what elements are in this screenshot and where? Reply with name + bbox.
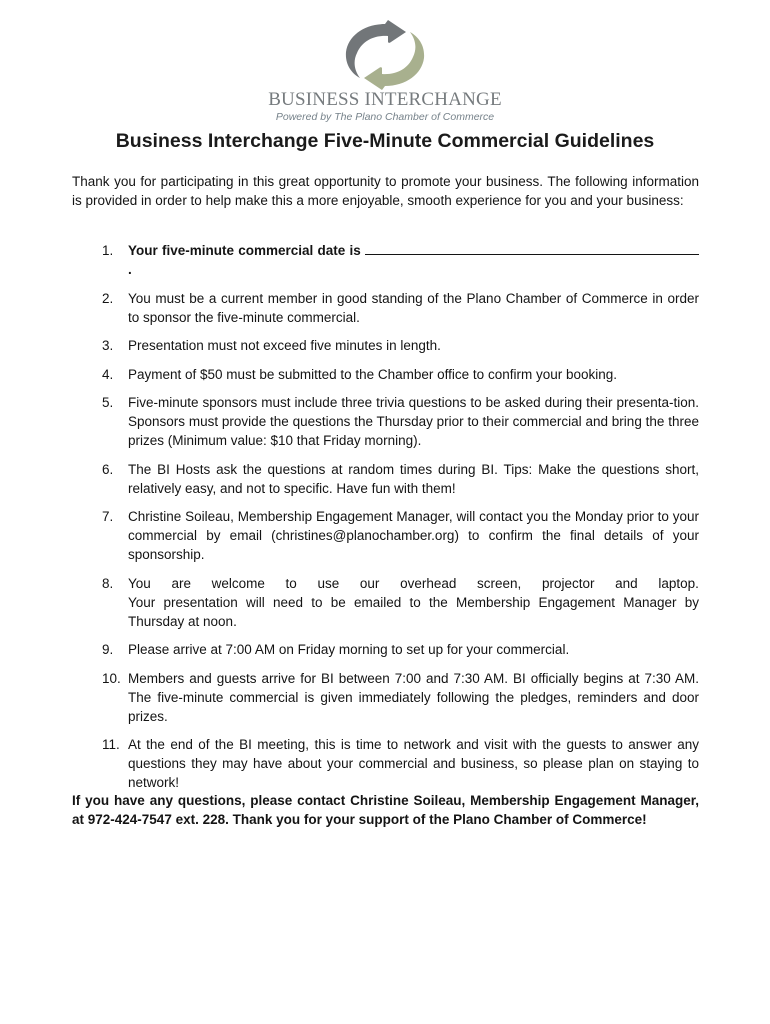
list-item-text: Payment of $50 must be submitted to the Chamber office to confirm your booking. [128,366,618,382]
list-item-text: Please arrive at 7:00 AM on Friday morning to set up for your commercial. [128,642,570,657]
list-item-text: Members and guests arrive for BI between 7:00 and 7:30 AM. BI officially begins at 7:30 AM. The five-minute commercial is given immediately following the pledges, reminders and door prizes. [128,670,699,724]
list-number: 3. [102,338,114,353]
list-item-5 [72,393,699,450]
list-number: 1. [102,243,114,258]
list-item-text: Five-minute sponsors must include three trivia questions to be asked during their presenta-tion. Sponsors must provide the questions the Thursday prior to their commercial and bring the three prizes (Minimum value: $10 that Friday morning). [128,395,699,448]
business-interchange-logo [0,20,770,123]
list-item-1-end: . [128,262,132,277]
list-number: 7. [102,509,114,524]
two-circular-arrows-icon [340,20,430,90]
logo-brand-name: BUSINESS INTERCHANGE [268,89,502,110]
list-number: 6. [102,461,114,477]
guidelines-list [72,241,699,802]
list-item-7 [72,507,699,564]
list-item-2 [72,289,699,327]
list-item-text: Presentation must not exceed five minutes in length. [128,338,441,353]
list-item-11 [72,735,699,792]
list-item-text: Christine Soileau, Membership Engagement Manager, will contact you the Monday prior to your commercial by email (christines@planochamber.org) to confirm the final details of your sponsorship. [128,509,699,562]
list-item-10 [72,669,699,726]
list-item-4 [72,365,699,384]
list-item-text: At the end of the BI meeting, this is time to network and visit with the guests to answer any questions they may have about your commercial and business, so please plan on staying to network! [128,737,699,790]
list-number: 2. [102,290,114,306]
list-item-text: Your presentation will need to be emailed to the Membership Engagement Manager by Thursday at noon. [128,594,699,629]
list-number: 8. [102,575,114,591]
list-item-text: You must be a current member in good standing of the Plano Chamber of Commerce in order to sponsor the five-minute commercial. [128,290,699,325]
intro-paragraph: Thank you for participating in this great opportunity to promote your business. The following information is provided in order to help make this a more enjoyable, smooth experience for you and your business: [72,174,699,208]
list-number: 9. [102,642,114,657]
commercial-date-label: Your five-minute commercial date is [128,243,361,258]
list-number: 10. [102,670,121,686]
list-item-1 [72,241,699,279]
commercial-date-blank[interactable] [365,241,699,255]
page-title: Business Interchange Five-Minute Commercial Guidelines [115,130,655,152]
list-item-text: The BI Hosts ask the questions at random times during BI. Tips: Make the questions short, relatively easy, and not to specific. Have fun with them! [128,461,699,496]
list-item-8-first-line: You are welcome to use our overhead screen, projector and laptop. [128,575,699,591]
list-number: 11. [102,737,120,752]
list-number: 5. [102,395,114,410]
logo-tagline: Powered by The Plano Chamber of Commerce [275,111,495,123]
list-item-3 [72,336,699,355]
closing-contact-paragraph: If you have any questions, please contact Christine Soileau, Membership Engagement Manager, at 972-424-7547 ext. 228. Thank you for your support of the Plano Chamber of Commerce! [72,793,699,827]
list-item-9 [72,640,699,659]
list-item-6 [72,460,699,498]
list-item-8 [72,574,699,631]
list-number: 4. [102,366,114,382]
